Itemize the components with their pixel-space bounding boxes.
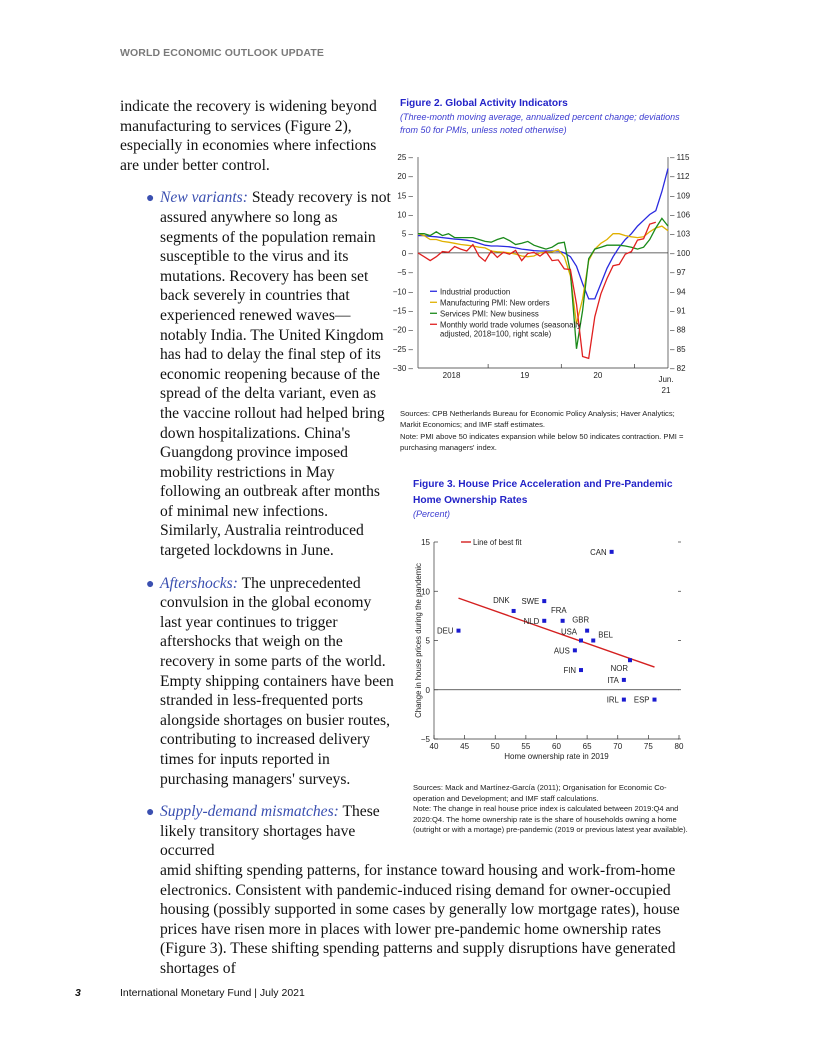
point-label: SWE [521, 597, 540, 607]
x-tick-label: 70 [613, 742, 623, 751]
y2-tick-label: – 115 [670, 153, 690, 162]
y-tick-label: 5 – [401, 229, 413, 239]
data-point [591, 639, 595, 643]
y-axis-label: Change in house prices during the pandemic [414, 563, 423, 718]
legend-label: Line of best fit [473, 538, 522, 547]
page-number: 3 [75, 987, 81, 999]
legend-label: Monthly world trade volumes (seasonally [440, 320, 581, 330]
point-label: NLD [523, 616, 540, 626]
figure3-chart [405, 530, 695, 770]
y-tick-label: 20 – [397, 172, 413, 182]
point-label: NOR [610, 664, 628, 674]
figure2-subtitle: (Three-month moving average, annualized percent change; deviations from 50 for PMIs, unless noted otherwise) [400, 112, 680, 135]
point-label: DNK [493, 595, 510, 605]
x-tick-label: 65 [582, 742, 592, 751]
data-point [579, 639, 583, 643]
data-point [561, 619, 565, 623]
y2-tick-label: – 85 [670, 344, 686, 354]
bullet-text: The unprecedented convulsion in the global economy last year continues to trigger aftershocks that weigh on the recovery in some parts of the world. Empty shipping containers have been stranded in less-frequented ports alongside shortages on busier routes, contributing to increased delivery times for inputs reported in purchasing managers' surveys. [160, 574, 394, 788]
bullet-supply-demand-continuation: amid shifting spending patterns, for instance toward housing and work-from-home electronics. Consistent with pandemic-induced rising demand for owner-occupied housing (possibly supported in some cases by generally low mortgage rates), house prices have risen more in places with lower pre-pandemic home ownership rates (Figure 3). These shifting spending patterns and supply disruptions have generated shortages of [160, 861, 680, 977]
data-point [542, 619, 546, 623]
y-tick-label: 25 – [397, 153, 413, 162]
y2-tick-label: – 103 [670, 229, 691, 239]
figure2-chart [392, 145, 695, 400]
x-tick-label: 55 [521, 742, 531, 751]
x-tick-label: 60 [552, 742, 561, 751]
point-label: IRL [606, 695, 619, 705]
data-point [573, 648, 577, 652]
y-tick-label: −30 – [392, 364, 413, 373]
y2-tick-label: – 88 [670, 325, 686, 335]
x-tick-label: Jun. [658, 375, 674, 384]
figure3-title: Figure 3. House Price Acceleration and Pre-Pandemic Home Ownership Rates [413, 479, 673, 506]
series-line-0 [418, 169, 668, 299]
y-tick-label: 15 – [397, 191, 413, 201]
x-tick-label: 40 [429, 742, 439, 751]
point-label: DEU [437, 626, 454, 636]
data-point [622, 678, 626, 682]
point-label: FIN [563, 666, 576, 676]
y2-tick-label: – 109 [670, 191, 691, 201]
data-point [653, 698, 657, 702]
x-tick-label: 20 [593, 371, 603, 380]
y-tick-label: −5 – [397, 268, 413, 278]
x-axis-label: Home ownership rate in 2019 [504, 752, 609, 761]
y-tick-label: 10 [421, 587, 430, 597]
data-point [622, 698, 626, 702]
y2-tick-label: – 82 [670, 364, 686, 373]
data-point [579, 668, 583, 672]
y-tick-label: −15 – [392, 306, 413, 316]
point-label: GBR [572, 615, 590, 625]
data-point [585, 629, 589, 633]
y-tick-label: 15 [421, 538, 430, 547]
point-label: AUS [553, 646, 570, 656]
bullet-aftershocks [146, 574, 396, 790]
figure3-subtitle: (Percent) [413, 509, 451, 519]
bullet-icon: ● [146, 191, 155, 207]
x-tick-label: 80 [674, 742, 684, 751]
data-point [610, 550, 614, 554]
y-tick-label: 0 [425, 685, 430, 695]
bullet-supply-demand [146, 802, 396, 861]
y2-tick-label: – 91 [670, 306, 686, 316]
point-label: BEL [598, 630, 613, 640]
legend-label: Manufacturing PMI: New orders [440, 298, 550, 308]
x-tick-label: 21 [661, 386, 671, 395]
x-tick-label: 19 [520, 371, 530, 380]
figure2-note: Note: PMI above 50 indicates expansion while below 50 indicates contraction. PMI = purchasing managers' index. [400, 432, 684, 452]
y-tick-label: 10 – [397, 210, 413, 220]
bullet-text: These likely transitory shortages have occurred [160, 803, 380, 860]
point-label: CAN [590, 547, 607, 557]
bullet-text: Steady recovery is not assured anywhere so long as segments of the population remain susceptible to the virus and its mutations. Recovery has been set back severely in countries that experienced renewed waves—notably India. The United Kingdom has had to delay the final step of its economic reopening because of the spread of the delta variant, even as the vaccine rollout had helped bring down hospitalizations. China's Guangdong province imposed mobility restrictions in May following an outbreak after months of minimal new infections. Similarly, Australia reintroduced targeted lockdowns in June. [160, 189, 391, 560]
data-point [512, 609, 516, 613]
y2-tick-label: – 106 [670, 210, 691, 220]
y-tick-label: −10 – [392, 287, 413, 297]
data-point [542, 599, 546, 603]
x-tick-label: 2018 [442, 371, 461, 380]
figure2-sources: Sources: CPB Netherlands Bureau for Economic Policy Analysis; Haver Analytics; Markit Economics; and IMF staff estimates. [400, 409, 675, 429]
y-tick-label: 0 – [401, 248, 413, 258]
point-label: FRA [551, 605, 567, 615]
x-tick-label: 45 [460, 742, 470, 751]
figure2-title: Figure 2. Global Activity Indicators [400, 98, 568, 109]
y-tick-label: 5 [425, 636, 430, 646]
figure3-sources: Sources: Mack and Martínez-García (2011); Organisation for Economic Co-operation and Development; and IMF staff calculations. [413, 783, 667, 803]
bullet-new-variants [146, 188, 392, 560]
footer-text: International Monetary Fund | July 2021 [120, 987, 305, 999]
bullet-icon: ● [146, 576, 155, 592]
legend-label: Services PMI: New business [440, 309, 539, 319]
legend-label: adjusted, 2018=100, right scale) [440, 329, 552, 339]
point-label: USA [560, 627, 577, 637]
x-tick-label: 50 [490, 742, 500, 751]
bullet-label: New variants: [160, 189, 248, 207]
data-point [457, 629, 461, 633]
bullet-label: Supply-demand mismatches: [160, 803, 339, 821]
y2-tick-label: – 94 [670, 287, 686, 297]
figure3-note: Note: The change in real house price index is calculated between 2019:Q4 and 2020:Q4. The home ownership rate is the share of households owning a home (outright or with a mortage) pre-pandemic (2019 or previous latest year available). [413, 804, 688, 834]
data-point [628, 658, 632, 662]
point-label: ESP [633, 695, 650, 705]
running-header: WORLD ECONOMIC OUTLOOK UPDATE [120, 47, 324, 59]
y2-tick-label: – 97 [670, 268, 686, 278]
legend-label: Industrial production [440, 287, 511, 297]
bullet-label: Aftershocks: [160, 574, 238, 592]
intro-paragraph: indicate the recovery is widening beyond manufacturing to services (Figure 2), especially in economies where infections are under better control. [120, 98, 377, 174]
bullet-icon: ● [146, 805, 155, 821]
y2-tick-label: – 112 [670, 172, 690, 182]
y-tick-label: −25 – [392, 344, 413, 354]
x-tick-label: 75 [643, 742, 653, 751]
point-label: ITA [607, 675, 619, 685]
y-tick-label: −5 [420, 735, 430, 744]
y2-tick-label: – 100 [670, 248, 691, 258]
y-tick-label: −20 – [392, 325, 413, 335]
